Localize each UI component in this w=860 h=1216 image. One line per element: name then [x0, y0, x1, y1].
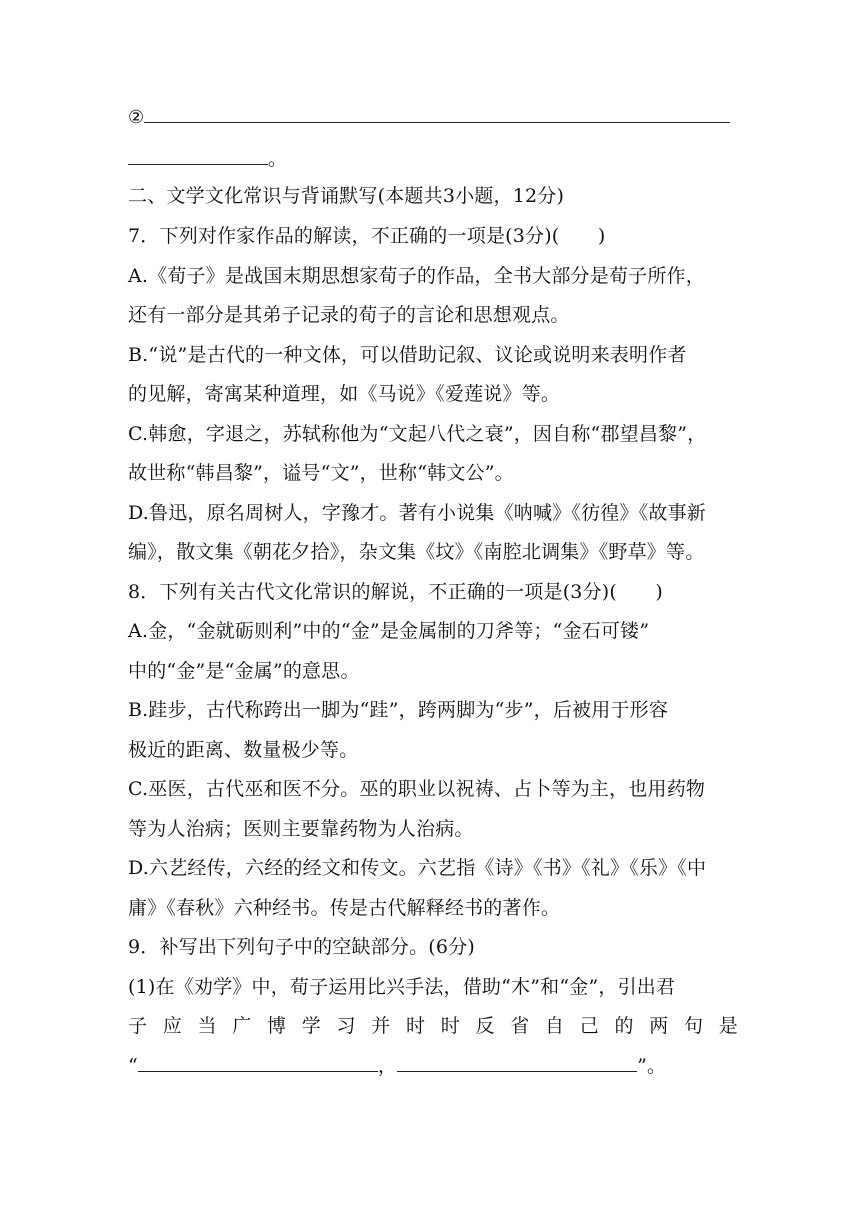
q9-spread-char: 省: [510, 1015, 530, 1037]
fill-blank-2[interactable]: [397, 1053, 637, 1072]
q7-option-b-line2: 的见解，寄寓某种道理，如《马说》《爱莲说》等。: [128, 383, 561, 405]
q7-option-d-line2: 编》，散文集《朝花夕拾》，杂文集《坟》《南腔北调集》《野草》等。: [128, 541, 705, 563]
answer-blank-line-end: [128, 146, 268, 165]
comma: ，: [377, 1055, 398, 1077]
circled-number-marker: ②: [128, 107, 145, 128]
fill-blank-1[interactable]: [138, 1053, 378, 1072]
q9-spread-char: 句: [684, 1015, 704, 1037]
q9-spread-char: 的: [614, 1015, 634, 1037]
q7-option-c-line1: C.韩愈，字退之，苏轼称他为“文起八代之衰”，因自称“郡望昌黎”，: [128, 423, 707, 445]
period-mark: 。: [268, 148, 288, 170]
q9-part1-line3-blanks: [128, 1053, 738, 1079]
q9-part1-line1: (1)在《劝学》中，荀子运用比兴手法，借助“木”和“金”，引出君: [128, 976, 676, 998]
q9-spread-char: 学: [301, 1015, 321, 1037]
q8-option-d-line1: D.六艺经传，六经的经文和传文。六艺指《诗》《书》《礼》《乐》《中: [128, 857, 707, 879]
q9-spread-char: 应: [162, 1015, 182, 1037]
q8-option-c-line1: C.巫医，古代巫和医不分。巫的职业以祝祷、占卜等为主，也用药物: [128, 778, 706, 800]
q8-option-c-line2: 等为人治病；医则主要靠药物为人治病。: [128, 818, 474, 840]
q9-spread-char: 并: [371, 1015, 391, 1037]
q9-spread-char: 广: [232, 1015, 252, 1037]
q8-option-a-line2: 中的“金”是“金属”的意思。: [128, 660, 360, 682]
open-quote: “: [128, 1055, 138, 1077]
q9-spread-char: 两: [649, 1015, 669, 1037]
q9-spread-char: 自: [545, 1015, 565, 1037]
q7-option-b-line1: B.“说”是古代的一种文体，可以借助记叙、议论或说明来表明作者: [128, 344, 687, 366]
q9-part1-line2: [128, 1013, 738, 1039]
answer-line-2: [128, 104, 738, 131]
q7-stem: 7．下列对作家作品的解读，不正确的一项是(3分)( ): [128, 225, 606, 247]
q7-option-a-line1: A.《荀子》是战国末期思想家荀子的作品，全书大部分是荀子所作，: [128, 265, 705, 287]
close-quote: ”。: [637, 1055, 667, 1077]
q9-spread-char: 博: [267, 1015, 287, 1037]
q7-option-d-line1: D.鲁迅，原名周树人，字豫才。著有小说集《呐喊》《彷徨》《故事新: [128, 502, 706, 524]
q9-spread-char: 时: [406, 1015, 426, 1037]
q9-spread-char: 子: [128, 1015, 148, 1037]
q8-stem: 8．下列有关古代文化常识的解说，不正确的一项是(3分)( ): [128, 581, 664, 603]
q7-option-a-line2: 还有一部分是其弟子记录的荀子的言论和思想观点。: [128, 304, 570, 326]
q9-spread-char: 时: [440, 1015, 460, 1037]
q9-spread-char: 习: [336, 1015, 356, 1037]
section-heading: 二、文学文化常识与背诵默写(本题共3小题，12分): [128, 185, 565, 207]
q8-option-d-line2: 庸》《春秋》六种经书。传是古代解释经书的著作。: [128, 897, 561, 919]
q9-spread-char: 反: [475, 1015, 495, 1037]
q9-spread-char: 是: [718, 1015, 738, 1037]
answer-line-2-continued: [128, 146, 738, 172]
q9-spread-char: 当: [197, 1015, 217, 1037]
q8-option-b-line1: B.跬步，古代称跨出一脚为“跬”，跨两脚为“步”，后被用于形容: [128, 699, 669, 721]
q8-option-b-line2: 极近的距离、数量极少等。: [128, 739, 359, 761]
q8-option-a-line1: A.金，“金就砺则利”中的“金”是金属制的刀斧等；“金石可镂”: [128, 620, 650, 642]
q9-spread-char: 己: [579, 1015, 599, 1037]
q7-option-c-line2: 故世称“韩昌黎”，谥号“文”，世称“韩文公”。: [128, 462, 514, 484]
q9-stem: 9．补写出下列句子中的空缺部分。(6分): [128, 936, 476, 958]
answer-blank-line: [144, 104, 730, 123]
